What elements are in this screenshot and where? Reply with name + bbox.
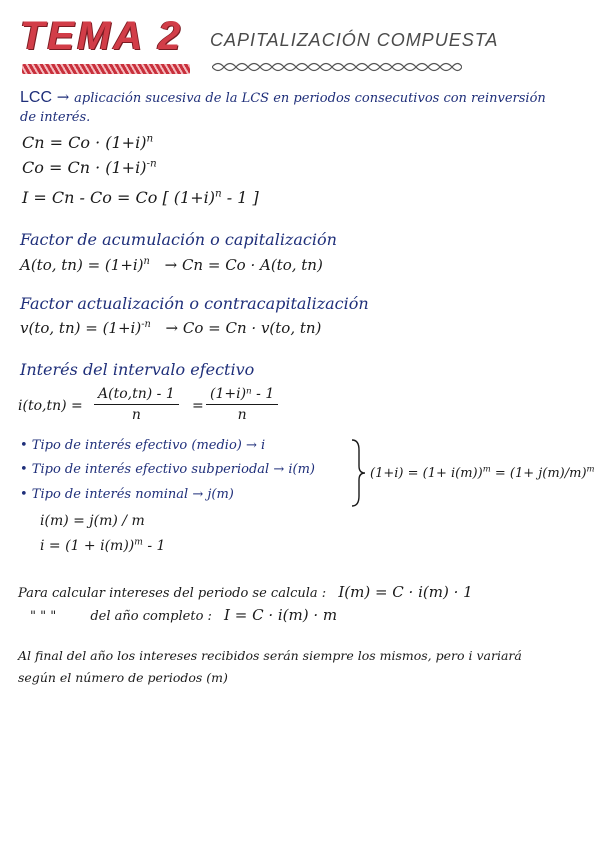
periodo-line-1-formula: I(m) = C · i(m) · 1 bbox=[338, 583, 473, 601]
relation-i-im-exp: m bbox=[134, 537, 143, 548]
interes-intervalo-fraction-1 bbox=[94, 386, 179, 423]
periodo-line-2-formula: I = C · i(m) · m bbox=[224, 606, 338, 624]
relation-i-im-tail: - 1 bbox=[142, 538, 166, 554]
equivalence-right-exp: m bbox=[586, 463, 595, 474]
factor-actualizacion-body: v(to, tn) = (1+i) bbox=[20, 319, 142, 337]
formula-interest-left: I = Cn - Co = Co [ (1+i) bbox=[22, 188, 215, 207]
periodo-line-1-text: Para calcular intereses del periodo se calcula : bbox=[18, 586, 327, 601]
periodo-line-2 bbox=[30, 606, 337, 624]
relation-i-im-body: i = (1 + i(m)) bbox=[40, 538, 135, 554]
conclusion-line-2: según el número de periodos (m) bbox=[18, 670, 228, 685]
formula-cn-exp: n bbox=[146, 132, 154, 145]
conclusion-line-1: Al final del año los intereses recibidos serán siempre los mismos, pero i variará bbox=[18, 648, 522, 663]
intro-line-2: de interés. bbox=[20, 110, 91, 125]
factor-actualizacion-result: → Co = Cn · v(to, tn) bbox=[165, 319, 322, 337]
formula-co bbox=[22, 158, 157, 177]
formula-interest bbox=[22, 188, 259, 207]
intro-definition: aplicación sucesiva de la LCS en periodos consecutivos con reinversión bbox=[74, 91, 546, 106]
fraction-1-numerator: A(to,tn) - 1 bbox=[94, 386, 179, 405]
title-underline bbox=[22, 64, 190, 74]
wavy-underline bbox=[212, 60, 462, 74]
formula-interest-right: - 1 ] bbox=[221, 188, 259, 207]
periodo-line-2-text: del año completo : bbox=[90, 609, 212, 624]
page-subtitle: CAPITALIZACIÓN COMPUESTA bbox=[210, 30, 499, 50]
factor-acumulacion-formula bbox=[20, 256, 323, 274]
formula-cn bbox=[22, 133, 153, 152]
right-brace bbox=[350, 438, 366, 508]
factor-actualizacion-heading: Factor actualización o contracapitalización bbox=[20, 294, 369, 313]
tipo-nominal: • Tipo de interés nominal → j(m) bbox=[20, 487, 234, 502]
formula-cn-body: Cn = Co · (1+i) bbox=[22, 133, 147, 152]
equivalence-formula bbox=[370, 463, 595, 481]
equivalence-right: = (1+ j(m)/m) bbox=[490, 466, 587, 481]
equivalence-exp: m bbox=[482, 463, 491, 474]
fraction-2-numerator: (1+i)ⁿ - 1 bbox=[206, 386, 278, 405]
equivalence-left: (1+i) = (1+ i(m)) bbox=[370, 466, 483, 481]
factor-acumulacion-body: A(to, tn) = (1+i) bbox=[20, 256, 144, 274]
tipo-efectivo-subperiodal: • Tipo de interés efectivo subperiodal → i(m) bbox=[20, 462, 315, 477]
relation-i-im bbox=[40, 538, 165, 554]
factor-acumulacion-exp: n bbox=[143, 256, 150, 267]
lcc-label: LCC bbox=[20, 89, 53, 106]
interes-intervalo-heading: Interés del intervalo efectivo bbox=[20, 360, 255, 379]
arrow-icon: → bbox=[56, 88, 70, 106]
fraction-2-denominator: n bbox=[237, 407, 247, 423]
factor-acumulacion-result: → Cn = Co · A(to, tn) bbox=[164, 256, 323, 274]
tipo-efectivo-medio: • Tipo de interés efectivo (medio) → i bbox=[20, 438, 266, 453]
formula-co-body: Co = Cn · (1+i) bbox=[22, 158, 147, 177]
fraction-1-denominator: n bbox=[131, 407, 141, 423]
factor-acumulacion-heading: Factor de acumulación o capitalización bbox=[20, 230, 337, 249]
formula-co-exp: -n bbox=[146, 157, 157, 170]
relation-im-jm: i(m) = j(m) / m bbox=[40, 513, 145, 529]
ditto-marks: " " " bbox=[30, 609, 57, 624]
page-title: TEMA 2 bbox=[20, 14, 184, 58]
interes-intervalo-lhs: i(to,tn) = bbox=[18, 398, 83, 414]
interes-intervalo-equals: = bbox=[192, 398, 204, 414]
factor-actualizacion-formula bbox=[20, 319, 321, 337]
factor-actualizacion-exp: -n bbox=[141, 319, 151, 330]
interes-intervalo-fraction-2 bbox=[206, 386, 278, 423]
intro-line-1 bbox=[20, 88, 546, 107]
periodo-line-1 bbox=[18, 583, 473, 601]
formula-interest-exp: n bbox=[214, 187, 222, 200]
